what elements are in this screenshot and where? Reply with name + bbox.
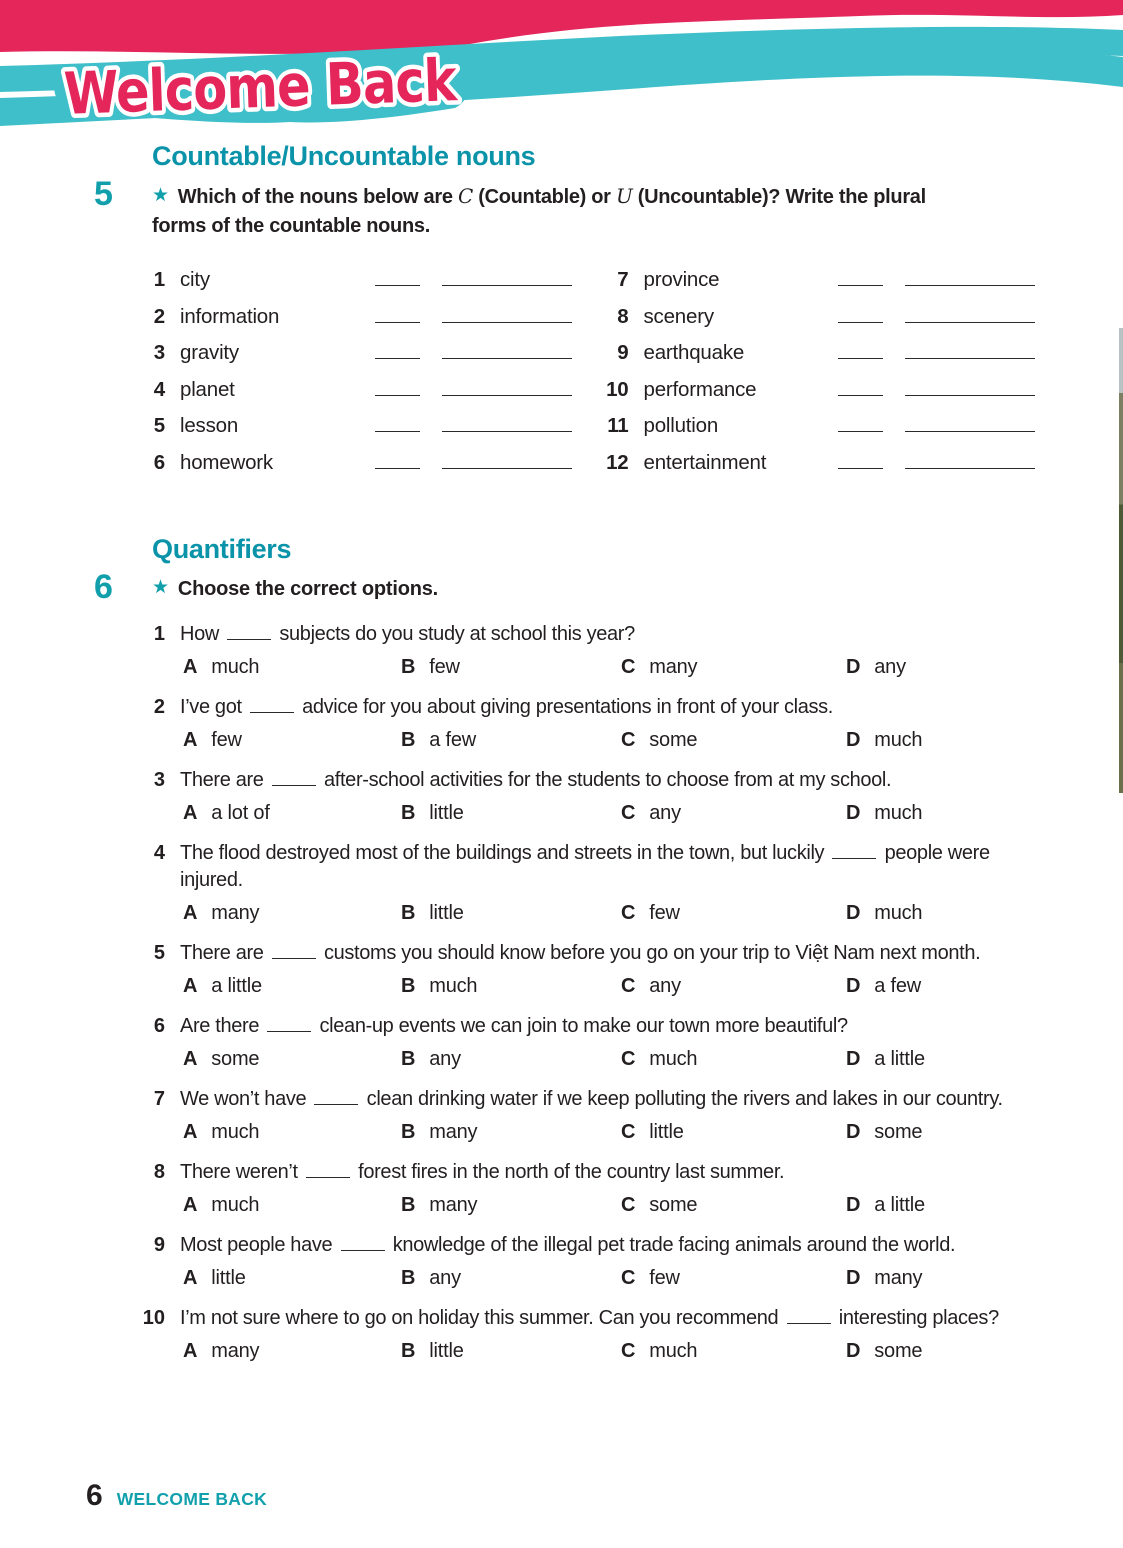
option-A bbox=[180, 973, 398, 1000]
star-icon: ★ bbox=[152, 577, 169, 598]
question-number: 1 bbox=[153, 623, 165, 645]
answer-blank bbox=[227, 624, 271, 640]
instruction-text: Choose the correct options. bbox=[177, 578, 439, 600]
option-letter: A bbox=[183, 1194, 198, 1216]
option-text: much bbox=[211, 656, 260, 678]
noun-row bbox=[152, 379, 572, 401]
option-text: many bbox=[429, 1194, 478, 1216]
question-body bbox=[180, 1013, 1035, 1077]
option-text: much bbox=[649, 1340, 698, 1362]
countable-uncountable-blank bbox=[375, 343, 420, 359]
option-A bbox=[180, 800, 398, 827]
instruction-segment: Which of the nouns below are bbox=[177, 186, 458, 208]
noun-row bbox=[152, 306, 572, 328]
option-D bbox=[843, 800, 1035, 827]
countable-uncountable-blank bbox=[375, 380, 420, 396]
option-A bbox=[180, 654, 398, 681]
option-B bbox=[398, 1046, 618, 1073]
option-letter: D bbox=[846, 1194, 861, 1216]
exercise-5 bbox=[94, 175, 1035, 488]
noun-word: entertainment bbox=[643, 450, 767, 474]
option-text: some bbox=[649, 1194, 698, 1216]
option-C bbox=[618, 1046, 843, 1073]
plural-form-blank bbox=[442, 307, 572, 323]
option-letter: D bbox=[846, 729, 861, 751]
option-letter: D bbox=[846, 1048, 861, 1070]
question-body bbox=[180, 1086, 1035, 1150]
countable-uncountable-blank bbox=[838, 416, 883, 432]
noun-number: 2 bbox=[153, 304, 165, 328]
option-B bbox=[398, 1192, 618, 1219]
countable-uncountable-blank bbox=[838, 343, 883, 359]
noun-row bbox=[152, 269, 572, 291]
plural-form-blank bbox=[442, 343, 572, 359]
question-text: How subjects do you study at school this year? bbox=[180, 623, 635, 645]
option-letter: A bbox=[183, 1048, 198, 1070]
option-text: much bbox=[211, 1121, 260, 1143]
option-A bbox=[180, 1046, 398, 1073]
noun-row bbox=[152, 452, 572, 474]
plural-form-blank bbox=[905, 270, 1035, 286]
option-text: much bbox=[874, 729, 923, 751]
option-text: many bbox=[211, 1340, 260, 1362]
option-text: much bbox=[211, 1194, 260, 1216]
option-letter: D bbox=[846, 902, 861, 924]
option-letter: B bbox=[401, 1194, 416, 1216]
answer-blank bbox=[250, 697, 294, 713]
option-letter: A bbox=[183, 729, 198, 751]
question-row bbox=[152, 767, 1035, 831]
noun-number: 7 bbox=[617, 268, 629, 291]
options-row bbox=[180, 973, 1035, 1000]
noun-row bbox=[607, 414, 1036, 437]
countable-uncountable-blank bbox=[838, 270, 883, 286]
noun-word: province bbox=[643, 268, 720, 291]
countable-uncountable-blank bbox=[838, 380, 883, 396]
noun-word: pollution bbox=[643, 414, 719, 437]
option-D bbox=[843, 1192, 1035, 1219]
option-letter: D bbox=[846, 1267, 861, 1289]
plural-form-blank bbox=[442, 270, 572, 286]
plural-form-blank bbox=[905, 307, 1035, 323]
option-C bbox=[618, 973, 843, 1000]
plural-form-blank bbox=[905, 343, 1035, 359]
question-list bbox=[142, 621, 1035, 1378]
question-number: 6 bbox=[153, 1015, 165, 1037]
question-row bbox=[152, 694, 1035, 758]
noun-number: 12 bbox=[606, 450, 629, 474]
question-row bbox=[152, 1086, 1035, 1150]
option-text: many bbox=[429, 1121, 478, 1143]
noun-row bbox=[152, 342, 572, 364]
noun-number: 9 bbox=[617, 341, 629, 364]
question-row bbox=[142, 1305, 1035, 1369]
option-text: some bbox=[649, 729, 698, 751]
option-text: a little bbox=[211, 975, 262, 997]
plural-form-blank bbox=[442, 416, 572, 432]
option-B bbox=[398, 1338, 618, 1365]
option-text: few bbox=[649, 902, 680, 924]
question-number: 7 bbox=[153, 1088, 165, 1110]
noun-number: 3 bbox=[153, 341, 165, 364]
option-B bbox=[398, 1265, 618, 1292]
option-letter: C bbox=[621, 656, 636, 678]
option-letter: B bbox=[401, 902, 416, 924]
page-content bbox=[94, 141, 1035, 1378]
noun-number: 10 bbox=[606, 377, 629, 401]
option-text: much bbox=[874, 802, 923, 824]
question-number: 5 bbox=[153, 942, 165, 964]
option-text: much bbox=[874, 902, 923, 924]
option-A bbox=[180, 1338, 398, 1365]
noun-row bbox=[606, 377, 1036, 401]
option-text: much bbox=[649, 1048, 698, 1070]
option-B bbox=[398, 727, 618, 754]
noun-row bbox=[616, 269, 1036, 291]
noun-column-left bbox=[152, 269, 572, 488]
option-C bbox=[618, 1119, 843, 1146]
option-letter: C bbox=[621, 902, 636, 924]
noun-number: 5 bbox=[153, 414, 165, 437]
option-letter: B bbox=[401, 802, 416, 824]
question-text: There are customs you should know before you go on your trip to Việt Nam next month. bbox=[180, 942, 981, 964]
option-D bbox=[843, 1265, 1035, 1292]
question-text: I’ve got advice for you about giving presentations in front of your class. bbox=[180, 696, 833, 718]
instruction-text bbox=[152, 186, 926, 237]
question-row bbox=[152, 1232, 1035, 1296]
plural-form-blank bbox=[905, 380, 1035, 396]
option-letter: A bbox=[183, 1340, 198, 1362]
options-row bbox=[180, 1338, 1035, 1365]
option-letter: A bbox=[183, 802, 198, 824]
exercise-6 bbox=[94, 568, 1035, 1378]
question-text: Most people have knowledge of the illegal pet trade facing animals around the world. bbox=[180, 1234, 956, 1256]
option-text: few bbox=[429, 656, 460, 678]
option-letter: B bbox=[401, 729, 416, 751]
question-text: Are there clean-up events we can join to make our town more beautiful? bbox=[180, 1015, 848, 1037]
option-text: any bbox=[429, 1267, 461, 1289]
options-row bbox=[180, 900, 1035, 927]
option-text: a little bbox=[874, 1048, 925, 1070]
option-text: any bbox=[649, 975, 681, 997]
options-row bbox=[180, 1119, 1035, 1146]
question-row bbox=[152, 1159, 1035, 1223]
answer-blank bbox=[272, 770, 316, 786]
option-letter: B bbox=[401, 975, 416, 997]
option-text: much bbox=[429, 975, 478, 997]
answer-blank bbox=[787, 1308, 831, 1324]
option-text: little bbox=[429, 902, 464, 924]
noun-word: lesson bbox=[180, 414, 239, 437]
answer-blank bbox=[306, 1162, 350, 1178]
option-letter: A bbox=[183, 1267, 198, 1289]
option-letter: B bbox=[401, 1340, 416, 1362]
page-number: 6 bbox=[86, 1479, 103, 1512]
countable-uncountable-blank bbox=[375, 453, 420, 469]
option-text: few bbox=[649, 1267, 680, 1289]
countable-uncountable-blank bbox=[838, 307, 883, 323]
option-D bbox=[843, 1046, 1035, 1073]
option-letter: C bbox=[621, 1048, 636, 1070]
countable-uncountable-blank bbox=[838, 453, 883, 469]
noun-row bbox=[616, 342, 1036, 364]
instruction-segment: (Uncountable)? Write the plural bbox=[637, 186, 926, 208]
question-row bbox=[152, 1013, 1035, 1077]
answer-blank bbox=[832, 843, 876, 859]
option-text: a lot of bbox=[211, 802, 270, 824]
question-text: There weren’t forest fires in the north of the country last summer. bbox=[180, 1161, 785, 1183]
noun-row bbox=[616, 306, 1036, 328]
adjacent-page-edge bbox=[1119, 328, 1123, 793]
option-text: little bbox=[429, 1340, 464, 1362]
option-text: little bbox=[211, 1267, 246, 1289]
question-number: 3 bbox=[153, 769, 165, 791]
option-A bbox=[180, 1265, 398, 1292]
option-B bbox=[398, 900, 618, 927]
option-letter: A bbox=[183, 902, 198, 924]
option-letter: C bbox=[621, 1267, 636, 1289]
option-text: any bbox=[429, 1048, 461, 1070]
option-text: a little bbox=[874, 1194, 925, 1216]
option-C bbox=[618, 1265, 843, 1292]
plural-form-blank bbox=[442, 453, 572, 469]
noun-number: 1 bbox=[153, 268, 165, 291]
plural-form-blank bbox=[905, 453, 1035, 469]
footer-unit-label: WELCOME BACK bbox=[116, 1489, 268, 1509]
plural-form-blank bbox=[442, 380, 572, 396]
noun-column-right bbox=[606, 268, 1036, 488]
option-C bbox=[618, 1192, 843, 1219]
option-letter: D bbox=[846, 1121, 861, 1143]
question-number: 8 bbox=[153, 1161, 165, 1183]
options-row bbox=[180, 654, 1035, 681]
question-number: 4 bbox=[153, 842, 165, 864]
question-text: There are after-school activities for the students to choose from at my school. bbox=[180, 769, 892, 791]
option-A bbox=[180, 1192, 398, 1219]
instruction-segment: forms of the countable nouns. bbox=[152, 215, 430, 237]
question-number: 9 bbox=[153, 1234, 165, 1256]
question-text: We won’t have clean drinking water if we keep polluting the rivers and lakes in our country. bbox=[180, 1088, 1003, 1110]
option-letter: C bbox=[621, 1340, 636, 1362]
noun-word: planet bbox=[180, 377, 235, 401]
instruction-segment: U bbox=[615, 184, 633, 208]
option-text: any bbox=[649, 802, 681, 824]
option-A bbox=[180, 1119, 398, 1146]
noun-word: city bbox=[180, 268, 210, 291]
option-B bbox=[398, 1119, 618, 1146]
option-letter: C bbox=[621, 975, 636, 997]
question-row bbox=[152, 940, 1035, 1004]
option-A bbox=[180, 900, 398, 927]
option-text: few bbox=[211, 729, 242, 751]
noun-word: earthquake bbox=[643, 341, 745, 364]
instruction-segment: C bbox=[457, 184, 473, 208]
section-heading-quantifiers: Quantifiers bbox=[152, 534, 292, 564]
question-text: I’m not sure where to go on holiday this summer. Can you recommend interesting places? bbox=[180, 1307, 999, 1329]
option-A bbox=[180, 727, 398, 754]
question-body bbox=[180, 767, 1035, 831]
option-D bbox=[843, 1119, 1035, 1146]
countable-uncountable-blank bbox=[375, 307, 420, 323]
answer-blank bbox=[314, 1089, 358, 1105]
option-text: many bbox=[211, 902, 260, 924]
noun-list bbox=[152, 269, 1035, 488]
answer-blank bbox=[341, 1235, 385, 1251]
option-letter: C bbox=[621, 802, 636, 824]
option-D bbox=[843, 727, 1035, 754]
option-letter: B bbox=[401, 1048, 416, 1070]
option-D bbox=[843, 1338, 1035, 1365]
banner-title: Welcome Back bbox=[62, 43, 525, 128]
question-row bbox=[152, 621, 1035, 685]
option-text: some bbox=[874, 1340, 923, 1362]
question-text: The flood destroyed most of the buildings and streets in the town, but luckily people were injured. bbox=[180, 842, 990, 891]
page-footer bbox=[86, 1481, 267, 1511]
option-letter: A bbox=[183, 975, 198, 997]
option-letter: C bbox=[621, 1121, 636, 1143]
option-text: little bbox=[429, 802, 464, 824]
option-C bbox=[618, 900, 843, 927]
options-row bbox=[180, 1046, 1035, 1073]
noun-word: scenery bbox=[643, 304, 714, 328]
option-letter: C bbox=[621, 729, 636, 751]
option-letter: D bbox=[846, 975, 861, 997]
exercise-number: 6 bbox=[94, 568, 113, 606]
option-B bbox=[398, 654, 618, 681]
exercise-5-instruction bbox=[152, 182, 1035, 240]
answer-blank bbox=[272, 943, 316, 959]
options-row bbox=[180, 727, 1035, 754]
plural-form-blank bbox=[905, 416, 1035, 432]
noun-number: 4 bbox=[153, 377, 165, 401]
option-letter: B bbox=[401, 1121, 416, 1143]
exercise-6-instruction bbox=[152, 575, 1035, 604]
question-row bbox=[152, 840, 1035, 931]
option-text: some bbox=[211, 1048, 260, 1070]
question-body bbox=[180, 694, 1035, 758]
noun-word: homework bbox=[180, 450, 273, 474]
question-body bbox=[180, 1232, 1035, 1296]
question-body bbox=[180, 840, 1035, 931]
option-text: many bbox=[874, 1267, 923, 1289]
noun-number: 6 bbox=[153, 450, 165, 474]
noun-row bbox=[152, 415, 572, 437]
answer-blank bbox=[267, 1016, 311, 1032]
option-D bbox=[843, 973, 1035, 1000]
countable-uncountable-blank bbox=[375, 416, 420, 432]
question-body bbox=[180, 1305, 1035, 1369]
question-number: 2 bbox=[153, 696, 165, 718]
noun-number: 11 bbox=[607, 414, 629, 437]
question-body bbox=[180, 621, 1035, 685]
option-C bbox=[618, 654, 843, 681]
option-text: a few bbox=[874, 975, 922, 997]
option-letter: A bbox=[183, 1121, 198, 1143]
options-row bbox=[180, 1265, 1035, 1292]
options-row bbox=[180, 800, 1035, 827]
noun-word: performance bbox=[643, 377, 757, 401]
option-letter: A bbox=[183, 656, 198, 678]
star-icon: ★ bbox=[152, 185, 169, 206]
option-B bbox=[398, 800, 618, 827]
noun-row bbox=[606, 450, 1036, 474]
option-C bbox=[618, 800, 843, 827]
option-text: many bbox=[649, 656, 698, 678]
options-row bbox=[180, 1192, 1035, 1219]
option-letter: C bbox=[621, 1194, 636, 1216]
noun-word: gravity bbox=[180, 341, 239, 364]
option-B bbox=[398, 973, 618, 1000]
option-letter: B bbox=[401, 1267, 416, 1289]
exercise-number: 5 bbox=[94, 175, 113, 213]
question-body bbox=[180, 1159, 1035, 1223]
option-text: a few bbox=[429, 729, 477, 751]
option-C bbox=[618, 1338, 843, 1365]
option-letter: D bbox=[846, 1340, 861, 1362]
option-text: some bbox=[874, 1121, 923, 1143]
countable-uncountable-blank bbox=[375, 270, 420, 286]
noun-number: 8 bbox=[617, 304, 629, 328]
option-C bbox=[618, 727, 843, 754]
question-number: 10 bbox=[142, 1307, 165, 1329]
option-letter: D bbox=[846, 656, 861, 678]
option-text: little bbox=[649, 1121, 684, 1143]
instruction-segment: (Countable) or bbox=[478, 186, 616, 208]
option-letter: D bbox=[846, 802, 861, 824]
option-D bbox=[843, 900, 1035, 927]
option-letter: B bbox=[401, 656, 416, 678]
noun-word: information bbox=[180, 304, 280, 328]
question-body bbox=[180, 940, 1035, 1004]
option-text: any bbox=[874, 656, 906, 678]
option-D bbox=[843, 654, 1035, 681]
section-heading-countable-uncountable: Countable/Uncountable nouns bbox=[152, 141, 536, 171]
